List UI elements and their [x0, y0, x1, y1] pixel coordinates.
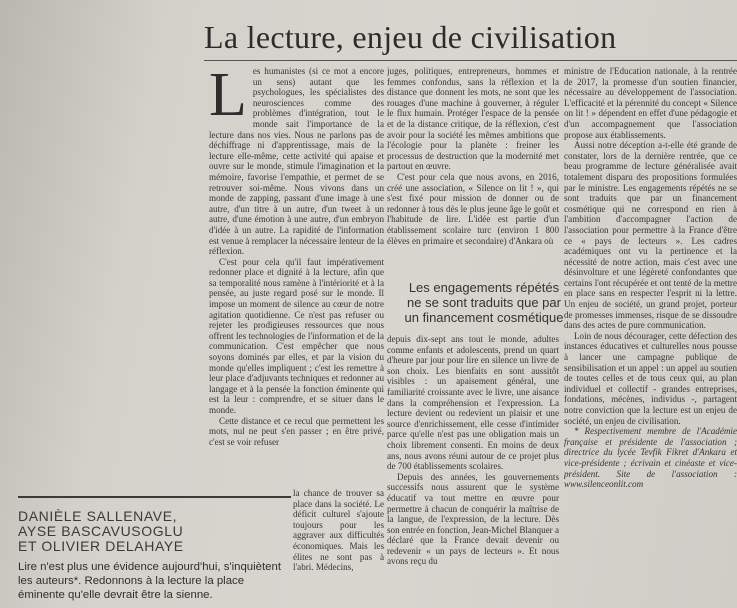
column-1-tail-text: la chance de trouver sa place dans la société. Le déficit culturel s'ajoute toujours pour les aggraver aux difficultés économiques. Mais les élites ne sont pas à l'abri. Médecins, — [293, 488, 384, 573]
column-2-lower-paragraph-1: depuis dix-sept ans tout le monde, adultes comme enfants et adolescents, prend un quart d'heure par jour pour lire en silence un livre de son choix. Les bienfaits en sont aussitôt visibles : un apaisement général, une familiarité croissante avec le livre, une aisance dans la compréhension et l'expression. La lecture devient ou redevient un plaisir et une source d'enrichissement, elle cesse d'intimider parce qu'elle n'est pas une obligation mais un choix librement consenti. En moins de deux ans, nous avons réuni autour de ce projet plus de 700 établissements scolaires. — [387, 334, 559, 472]
column-2-paragraph-1: juges, politiques, entrepreneurs, hommes et femmes confondus, sans la réflexion et la distance que donnent les mots, ne sont que les rouages d'une machine à gouverner, à réguler le flux humain. Protéger l'espace de la pensée et de la distance critique, de la réflexion, c'est avoir pour la société les mêmes ambitions que l'écologie pour la planète : freiner les processus de destruction que la modernité met partout en œuvre. — [387, 66, 559, 172]
column-2-paragraph-2: C'est pour cela que nous avons, en 2016, créé une association, « Silence on lit ! », qui s'est fixé pour mission de donner ou de redonner à tous dès le plus jeune âge le goût et l'habitude de lire. L'idée est partie d'un établissement scolaire turc (environ 1 800 élèves en primaire et secondaire) d'Ankara où — [387, 171, 559, 246]
article-standfirst: Lire n'est plus une évidence aujourd'hui, s'inquiètent les auteurs*. Redonnons à la lecture la place éminente qu'elle devrait être la sienne. — [18, 561, 281, 601]
column-3-paragraph-2: Aussi notre déception a-t-elle été grande de constater, lors de la dernière rentrée, que ce beau programme de lecture généralisée avait totalement disparu des propositions formulées par le ministre. Les engagements répétés ne se sont traduits que par un financement cosmétique qui ne correspond en rien à l'ambition d'accompagner l'action de l'association pour permettre à la France d'être ce « pays de lecteurs ». Les cadres académiques ont vu la pertinence et la nécessité de notre action, mais c'est avec une désinvolture et une légèreté confondantes que certains l'ont récupérée et ont tenté de la mettre en place sans en respecter l'esprit ni la lettre. Un enjeu de société, un grand projet, porteur de promesses immenses, risque de se dissoudre dans des actes de pure communication. — [564, 140, 737, 331]
author-footnote: * Respectivement membre de l'Académie française et présidente de l'association ; directrice du lycée Tevfik Fikret d'Ankara et vice-présidente ; écrivain et cinéaste et vice-président. Site de l'association : www.silenceonlit.com — [564, 426, 737, 490]
column-3-paragraph-3: Loin de nous décourager, cette défection des instances éducatives et culturelles nous pousse à lancer une campagne publique de sensibilisation et un appel : un appel au soutien de toutes celles et de tous ceux qui, au plan individuel et collectif - grandes entreprises, fondations, mécènes, individus -, partagent notre conviction que la lecture est un enjeu de société, un enjeu de civilisation. — [564, 330, 737, 426]
author-line-2: AYSE BASCAVUSOGLU — [18, 523, 184, 539]
column-2-lower-paragraph-2: Depuis des années, les gouvernements successifs nous assurent que le système éducatif va tout mettre en œuvre pour permettre à chacun de conquérir la maîtrise de la langue, de l'expression, de la lecture. Dès son entrée en fonction, Jean-Michel Blanquer a déclaré que la France devait devenir ou redevenir « un pays de lecteurs ». Et nous avons reçu du — [387, 471, 559, 567]
author-divider — [18, 496, 291, 498]
article-title: La lecture, enjeu de civilisation — [204, 19, 617, 55]
column-3 — [564, 66, 737, 606]
column-2-lower — [387, 334, 559, 606]
column-1-paragraph-3: Cette distance et ce recul que permettent les mots, nul ne peut s'en passer ; en être privé, c'est se voir refuser — [209, 415, 384, 447]
column-1-paragraph-1: Les humanistes (si ce mot a encore un sens) autant que les psychologues, les spécialistes des neurosciences comme des problèmes d'intégration, tout le monde sait l'importance de la lecture dans nos vies. Nous ne parlons pas de déchiffrage ni d'apprentissage, mais de la lecture elle-même, cette activité qui apaise et ouvre sur le monde, stimule l'imagination et la mémoire, favorise l'empathie, et permet de se retrouver soi-même. Nous vivons dans un monde de zapping, passant d'une image à une autre, d'un titre à un autre, d'un tweet à un autre, d'une émotion à une autre, d'un embryon d'idée à un autre. La rapidité de l'information est venue à remplacer la nécessaire lenteur de la réflexion. — [209, 66, 384, 257]
column-1 — [209, 66, 384, 486]
author-line-1: DANIÈLE SALLENAVE, — [18, 508, 178, 524]
drop-cap: L — [209, 66, 247, 129]
pull-quote: Les engagements répétés ne se sont traduits que par un financement cosmétique — [404, 280, 564, 325]
column-2 — [387, 66, 559, 278]
author-line-3: ET OLIVIER DELAHAYE — [18, 538, 184, 554]
column-3-paragraph-1: ministre de l'Education nationale, à la rentrée de 2017, la promesse d'un soutien financier, nécessaire au développement de l'association. L'efficacité et la pérennité du concept « Silence on lit ! » dépendent en effet d'une pédagogie et d'un accompagnement que l'association propose aux établissements. — [564, 66, 737, 140]
column-1-paragraph-2: C'est pour cela qu'il faut impérativement redonner place et dignité à la lecture, afin que sa temporalité nous ramène à l'intériorité et à la pensée, au juste regard posé sur le monde. Il impose un moment de silence au cœur de notre agitation quotidienne. Ce n'est pas refuser ou rejeter les prodigieuses ressources que nous offrent les technologies de l'information et de la communication. C'est empêcher que nous soyons dominés par elles, et par la vision du monde qu'elles impliquent ; c'est les remettre à leur place d'adjuvants techniques et redonner au langage et à la pensée la fonction éminente qui est la leur : comprendre, et se situer dans le monde. — [209, 256, 384, 415]
title-divider — [204, 60, 737, 61]
column-1-continued — [293, 488, 384, 606]
